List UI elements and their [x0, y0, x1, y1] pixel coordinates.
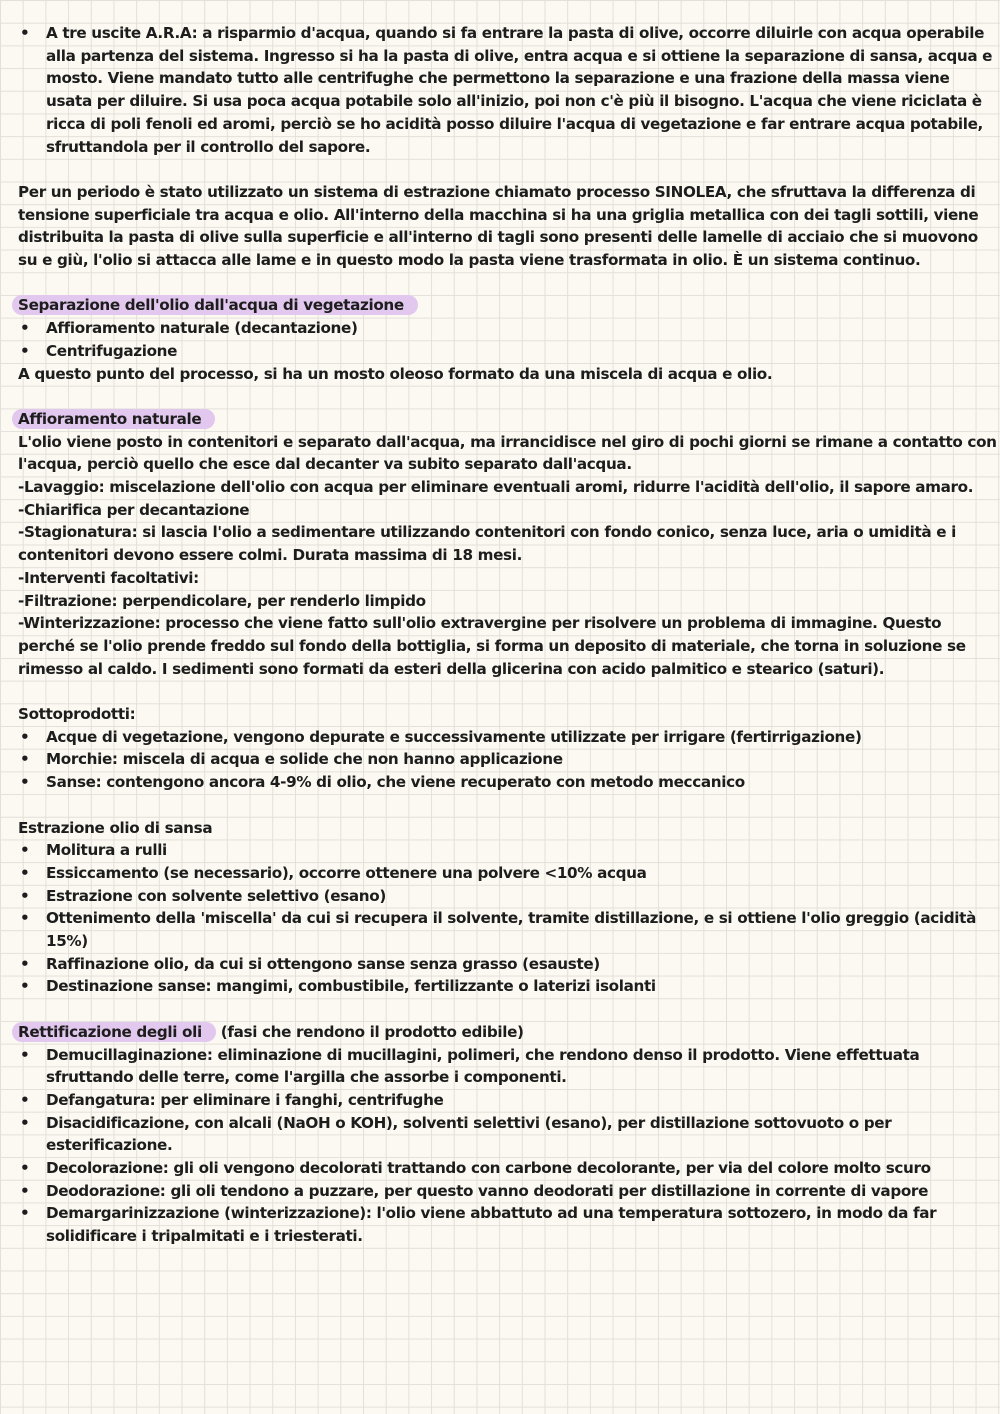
step-line: -Stagionatura: si lascia l'olio a sedimentare utilizzando contenitori con fondo conico, senza luce, aria o umidità e i contenitori devono essere colmi. Durata massima di 18 mesi.	[18, 523, 956, 565]
step-line: -Filtrazione: perpendicolare, per renderlo limpido	[18, 591, 426, 610]
list-item: • Acque di vegetazione, vengono depurate e successivamente utilizzate per irrigare (fertirrigazione)	[18, 726, 998, 749]
highlighted-heading: Affioramento naturale	[18, 409, 215, 429]
step-line: -Winterizzazione: processo che viene fatto sull'olio extravergine per risolvere un problema di immagine. Questo perché se l'olio prende freddo sul fondo della bottiglia, si forma un deposito di materiale, che torna in soluzione se rimesso al caldo. I sedimenti sono formati da esteri della glicerina con acido palmitico e stearico (saturi).	[18, 614, 966, 678]
sansa-list	[18, 839, 998, 998]
intro-list	[18, 22, 998, 158]
list-item: • Defangatura: per eliminare i fanghi, centrifughe	[18, 1089, 998, 1112]
list-item: • Ottenimento della 'miscella' da cui si recupera il solvente, tramite distillazione, e si ottiene l'olio greggio (acidità 15%)	[18, 907, 998, 952]
section-heading-sottoprodotti: Sottoprodotti:	[18, 705, 136, 724]
list-item: • Raffinazione olio, da cui si ottengono sanse senza grasso (esauste)	[18, 953, 998, 976]
list-item: • Demargarinizzazione (winterizzazione): l'olio viene abbattuto ad una temperatura sottozero, in modo da far solidificare i tripalmitati e i triesterati.	[18, 1202, 998, 1247]
list-item: • Disacidificazione, con alcali (NaOH o KOH), solventi selettivi (esano), per distillazione sottovuoto o per esterificazione.	[18, 1112, 998, 1157]
sottoprodotti-list	[18, 726, 998, 794]
section-heading-affioramento	[18, 408, 998, 431]
list-item: • Molitura a rulli	[18, 839, 998, 862]
list-item: • Morchie: miscela di acqua e solide che non hanno applicazione	[18, 748, 998, 771]
list-item: • Estrazione con solvente selettivo (esano)	[18, 885, 998, 908]
section-heading-rettificazione	[18, 1021, 998, 1044]
section-heading-separazione	[18, 294, 998, 317]
section-heading-sansa: Estrazione olio di sansa	[18, 818, 213, 837]
separazione-note: A questo punto del processo, si ha un mosto oleoso formato da una miscela di acqua e olio.	[18, 364, 773, 383]
list-item: • Sanse: contengono ancora 4-9% di olio, che viene recuperato con metodo meccanico	[18, 771, 998, 794]
list-item: • Affioramento naturale (decantazione)	[18, 317, 998, 340]
list-item: • Centrifugazione	[18, 340, 998, 363]
list-item: • Decolorazione: gli oli vengono decolorati trattando con carbone decolorante, per via del colore molto scuro	[18, 1157, 998, 1180]
separazione-list	[18, 317, 998, 362]
step-line: -Lavaggio: miscelazione dell'olio con acqua per eliminare eventuali aromi, ridurre l'acidità dell'olio, il sapore amaro.	[18, 478, 974, 497]
step-line: -Interventi facoltativi:	[18, 568, 199, 587]
notes-page	[18, 22, 998, 1248]
highlighted-heading: Rettificazione degli oli	[18, 1022, 216, 1042]
list-item: • Destinazione sanse: mangimi, combustibile, fertilizzante o laterizi isolanti	[18, 975, 998, 998]
list-item: • A tre uscite A.R.A: a risparmio d'acqua, quando si fa entrare la pasta di olive, occorre diluirle con acqua operabile alla partenza del sistema. Ingresso si ha la pasta di olive, entra acqua e si ottiene la separazione di sansa, acqua e mosto. Viene mandato tutto alle centrifughe che permettono la separazione e una frazione della massa viene usata per diluire. Si usa poca acqua potabile solo all'inizio, poi non c'è più il bisogno. L'acqua che viene riciclata è ricca di poli fenoli ed aromi, perciò se ho acidità posso diluire l'acqua di vegetazione e far entrare acqua potabile, sfruttandola per il controllo del sapore.	[18, 22, 998, 158]
list-item: • Essiccamento (se necessario), occorre ottenere una polvere <10% acqua	[18, 862, 998, 885]
list-item: • Demucillaginazione: eliminazione di mucillagini, polimeri, che rendono denso il prodotto. Viene effettuata sfruttando delle terre, come l'argilla che assorbe i componenti.	[18, 1044, 998, 1089]
list-item: • Deodorazione: gli oli tendono a puzzare, per questo vanno deodorati per distillazione in corrente di vapore	[18, 1180, 998, 1203]
sinolea-paragraph: Per un periodo è stato utilizzato un sistema di estrazione chiamato processo SINOLEA, che sfruttava la differenza di tensione superficiale tra acqua e olio. All'interno della macchina si ha una griglia metallica con dei tagli sottili, viene distribuita la pasta di olive sulla superficie e all'interno di tagli sono presenti delle lamelle di acciaio che si muovono su e giù, l'olio si attacca alle lame e in questo modo la pasta viene trasformata in olio. È un sistema continuo.	[18, 182, 979, 270]
highlighted-heading: Separazione dell'olio dall'acqua di vegetazione	[18, 295, 418, 315]
rettificazione-list	[18, 1044, 998, 1248]
affioramento-intro: L'olio viene posto in contenitori e separato dall'acqua, ma irrancidisce nel giro di pochi giorni se rimane a contatto con l'acqua, perciò quello che esce dal decanter va subito separato dall'acqua.	[18, 432, 997, 474]
step-line: -Chiarifica per decantazione	[18, 500, 250, 519]
heading-note: (fasi che rendono il prodotto edibile)	[220, 1022, 524, 1041]
